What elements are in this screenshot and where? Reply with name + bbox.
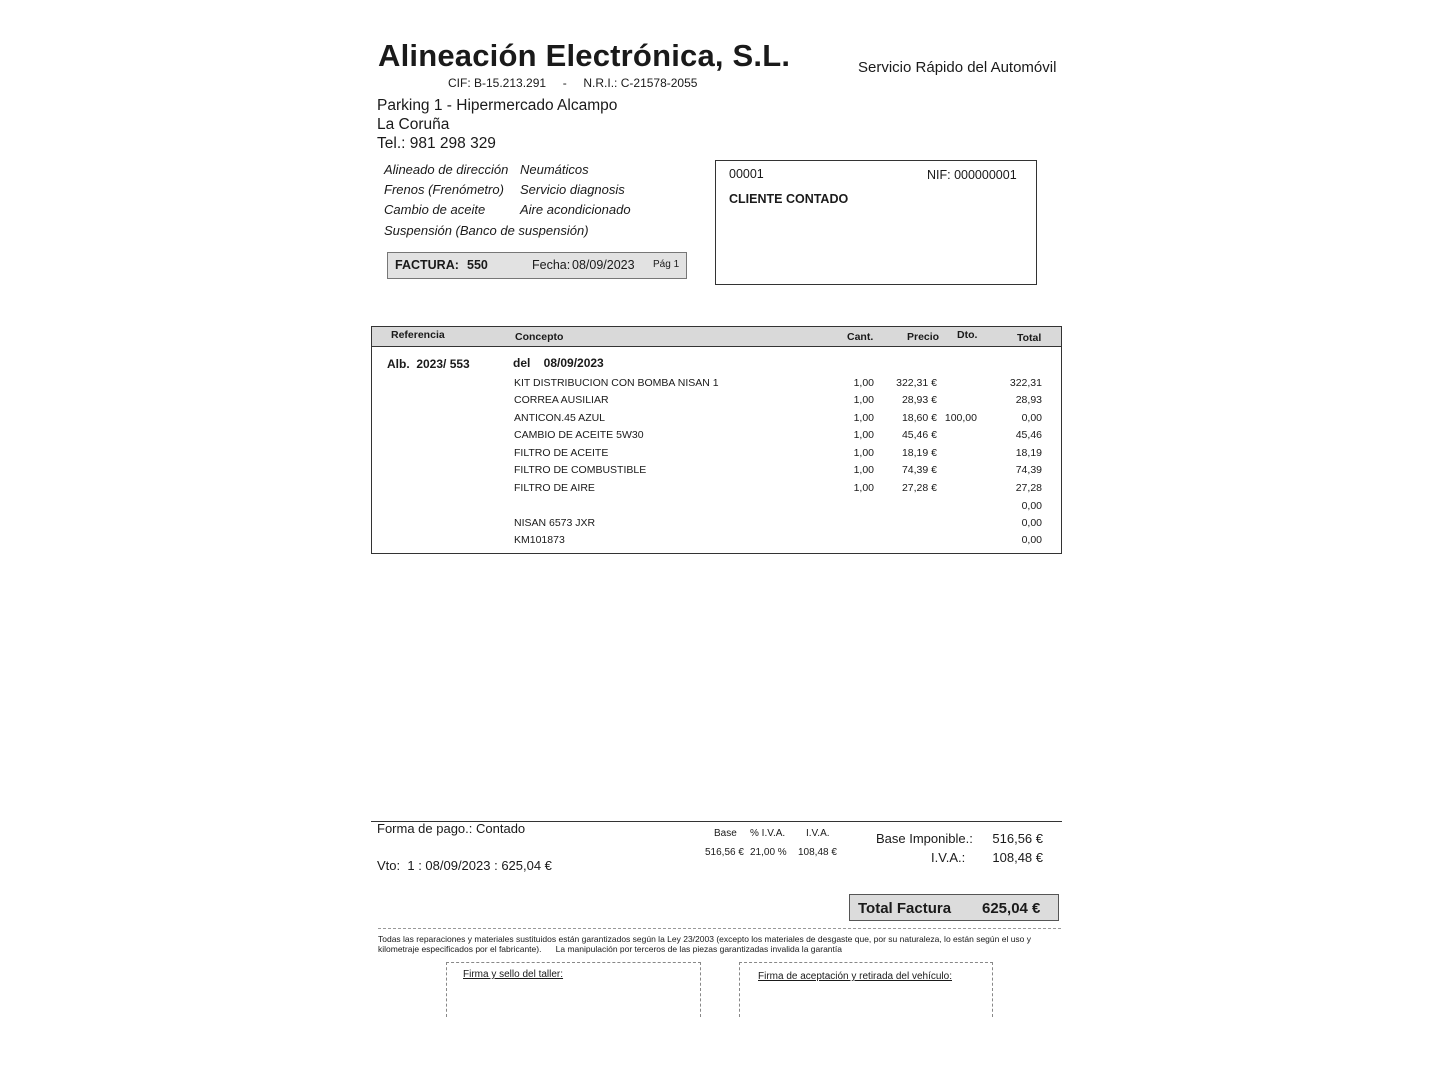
- row-total: 18,19: [1015, 447, 1042, 459]
- albaran-reference: Alb. 2023/ 553: [387, 357, 470, 371]
- table-row: [372, 412, 1061, 428]
- row-concepto: FILTRO DE ACEITE: [514, 447, 609, 459]
- legal-divider: [378, 928, 1061, 929]
- company-ids: CIF: B-15.213.291 - N.R.I.: C-21578-2055: [448, 76, 698, 90]
- table-row: [372, 500, 1061, 516]
- address-line-1: Parking 1 - Hipermercado Alcampo: [377, 97, 618, 114]
- company-tagline: Servicio Rápido del Automóvil: [858, 59, 1057, 76]
- table-header: [372, 327, 1061, 347]
- customer-signature-box: [739, 962, 993, 1017]
- legal-text-line-1: Todas las reparaciones y materiales sustituidos están garantizados según la Ley 23/2003 (excepto los materiales de desgaste que, por su naturaleza, lo están según el uso y: [378, 934, 1032, 944]
- service-item: Aire acondicionado: [520, 202, 631, 217]
- row-cant: 1,00: [853, 394, 874, 406]
- row-precio: 45,46 €: [901, 429, 937, 441]
- row-precio: 18,60 €: [901, 412, 937, 424]
- row-cant: 1,00: [853, 429, 874, 441]
- total-label: Total Factura: [858, 900, 952, 917]
- row-cant: 1,00: [853, 447, 874, 459]
- tax-header-iva: I.V.A.: [806, 828, 830, 839]
- row-total: 322,31: [1009, 377, 1042, 389]
- col-header-concepto: Concepto: [515, 331, 564, 343]
- company-phone: Tel.: 981 298 329: [377, 135, 496, 152]
- address-line-2: La Coruña: [377, 116, 450, 133]
- invoice-date-label: Fecha:: [532, 258, 571, 272]
- iva-value: 108,48 €: [992, 850, 1043, 865]
- workshop-signature-label: Firma y sello del taller:: [463, 969, 564, 980]
- row-precio: 74,39 €: [901, 464, 937, 476]
- row-cant: 1,00: [853, 412, 874, 424]
- col-header-cant: Cant.: [847, 331, 874, 343]
- service-item: Servicio diagnosis: [520, 182, 625, 197]
- row-total: 0,00: [1021, 517, 1042, 529]
- albaran-date: del 08/09/2023: [513, 356, 604, 370]
- row-precio: 27,28 €: [901, 482, 937, 494]
- row-concepto: CORREA AUSILIAR: [514, 394, 609, 406]
- service-item: Neumáticos: [520, 162, 589, 177]
- tax-value-iva: 108,48 €: [798, 847, 837, 858]
- tax-header-pct: % I.V.A.: [750, 828, 786, 839]
- table-row: [372, 482, 1061, 498]
- invoice-number-label: FACTURA:: [395, 258, 459, 272]
- legal-text-line-2: kilometraje especificados por el fabricante). La manipulación por terceros de las piezas garantizadas invalida la garantía: [378, 944, 842, 954]
- table-row: [372, 377, 1061, 393]
- workshop-signature-box: [446, 962, 701, 1017]
- row-concepto: FILTRO DE COMBUSTIBLE: [514, 464, 647, 476]
- invoice-number: 550: [467, 258, 488, 272]
- items-table: [371, 326, 1062, 554]
- service-item: Alineado de dirección: [384, 162, 509, 177]
- row-concepto: CAMBIO DE ACEITE 5W30: [514, 429, 644, 441]
- row-cant: 1,00: [853, 464, 874, 476]
- table-row: [372, 394, 1061, 410]
- company-name: Alineación Electrónica, S.L.: [378, 38, 791, 73]
- row-cant: 1,00: [853, 482, 874, 494]
- col-header-referencia: Referencia: [391, 329, 445, 341]
- table-row: [372, 447, 1061, 463]
- row-precio: 18,19 €: [901, 447, 937, 459]
- table-row: [372, 517, 1061, 533]
- row-total: 45,46: [1015, 429, 1042, 441]
- table-row: [372, 464, 1061, 480]
- row-concepto: NISAN 6573 JXR: [514, 517, 596, 529]
- payment-method: Forma de pago.: Contado: [377, 821, 526, 836]
- client-nif: NIF: 000000001: [927, 168, 1017, 182]
- client-name: CLIENTE CONTADO: [729, 192, 849, 206]
- row-total: 0,00: [1021, 500, 1042, 512]
- table-row: [372, 534, 1061, 550]
- client-box: [715, 160, 1037, 285]
- row-total: 74,39: [1015, 464, 1042, 476]
- col-header-precio: Precio: [907, 331, 940, 343]
- base-imponible-value: 516,56 €: [992, 831, 1043, 846]
- row-dto: 100,00: [944, 412, 977, 424]
- row-cant: 1,00: [853, 377, 874, 389]
- invoice-page: Pág 1: [653, 259, 680, 270]
- row-concepto: ANTICON.45 AZUL: [514, 412, 606, 424]
- row-concepto: KIT DISTRIBUCION CON BOMBA NISAN 1: [514, 377, 719, 389]
- tax-value-base: 516,56 €: [705, 847, 744, 858]
- table-row: [372, 429, 1061, 445]
- row-total: 0,00: [1021, 412, 1042, 424]
- row-concepto: KM101873: [514, 534, 565, 546]
- col-header-dto: Dto.: [957, 329, 978, 341]
- base-imponible-label: Base Imponible.:: [876, 831, 973, 846]
- iva-label: I.V.A.:: [931, 850, 966, 865]
- customer-signature-label: Firma de aceptación y retirada del vehículo:: [758, 971, 952, 982]
- service-item: Suspensión (Banco de suspensión): [384, 223, 589, 238]
- invoice-header-box: [387, 252, 687, 279]
- invoice-total-box: [849, 894, 1059, 921]
- row-total: 28,93: [1015, 394, 1042, 406]
- client-code: 00001: [729, 167, 764, 181]
- service-item: Frenos (Frenómetro): [384, 182, 504, 197]
- tax-value-pct: 21,00 %: [750, 847, 787, 858]
- col-header-total: Total: [1017, 332, 1042, 344]
- invoice-date: 08/09/2023: [572, 258, 635, 272]
- row-total: 0,00: [1021, 534, 1042, 546]
- tax-header-base: Base: [714, 828, 737, 839]
- service-item: Cambio de aceite: [384, 202, 486, 217]
- row-precio: 28,93 €: [901, 394, 937, 406]
- due-date: Vto: 1 : 08/09/2023 : 625,04 €: [377, 858, 552, 873]
- total-value: 625,04 €: [982, 900, 1041, 917]
- row-total: 27,28: [1015, 482, 1042, 494]
- row-precio: 322,31 €: [896, 377, 937, 389]
- row-concepto: FILTRO DE AIRE: [514, 482, 595, 494]
